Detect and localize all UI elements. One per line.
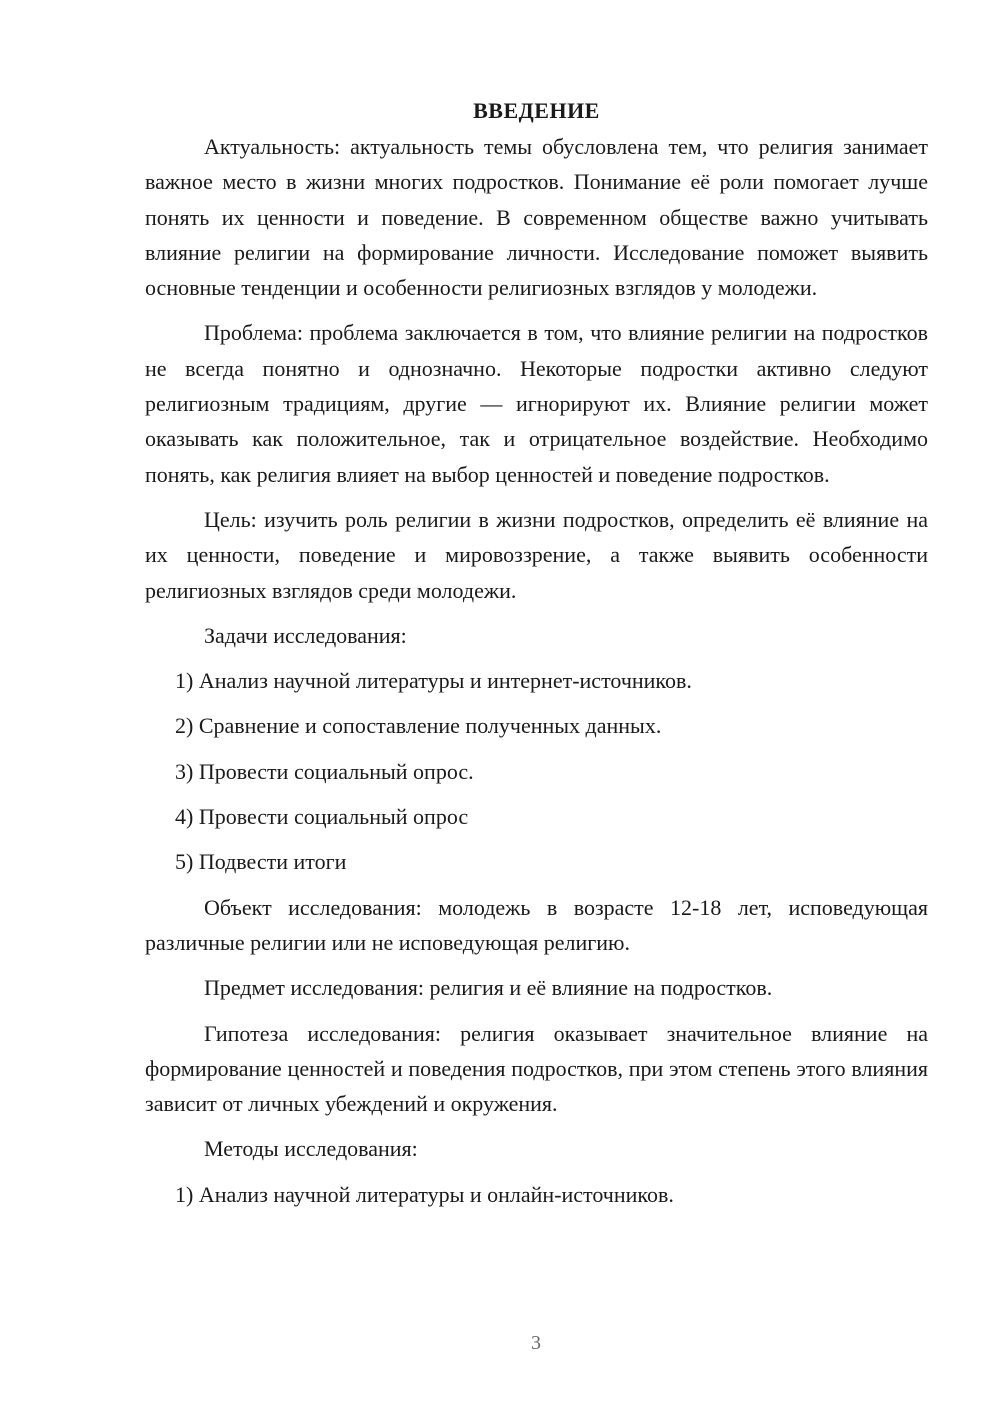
list-item: 1) Анализ научной литературы и интернет-источников. <box>175 668 692 694</box>
tasks-heading: Задачи исследования: <box>204 622 407 648</box>
paragraph-subject: Предмет исследования: религия и её влияние на подростков. <box>204 975 773 1001</box>
methods-heading: Методы исследования: <box>204 1136 418 1162</box>
paragraph-goal: Цель: изучить роль религии в жизни подростков, определить её влияние на их ценности, поведение и мировоззрение, а также выявить особенности религиозных взглядов среди молодежи. <box>145 506 928 603</box>
tasks-list <box>145 663 928 879</box>
paragraph-relevance: Актуальность: актуальность темы обусловлена тем, что религия занимает важное место в жизни многих подростков. Понимание её роли помогает лучше понять их ценности и поведение. В современном обществе важно учитывать влияние религии на формирование личности. Исследование поможет выявить основные тенденции и особенности религиозных взглядов у молодежи. <box>145 134 928 301</box>
paragraph-object: Объект исследования: молодежь в возрасте 12-18 лет, исповедующая различные религии или не исповедующая религию. <box>145 894 928 955</box>
list-item: 1) Анализ научной литературы и онлайн-источников. <box>175 1181 674 1207</box>
methods-list <box>145 1177 928 1212</box>
list-item: 5) Подвести итоги <box>175 849 347 875</box>
list-item: 2) Сравнение и сопоставление полученных данных. <box>175 713 662 739</box>
page-number: 3 <box>531 1332 541 1354</box>
document-page <box>145 95 928 1222</box>
paragraph-problem: Проблема: проблема заключается в том, что влияние религии на подростков не всегда понятно и однозначно. Некоторые подростки активно следуют религиозным традициям, другие — игнорируют их. Влияние религии может оказывать как положительное, так и отрицательное воздействие. Необходимо понять, как религия влияет на выбор ценностей и поведение подростков. <box>145 320 928 487</box>
list-item: 4) Провести социальный опрос <box>175 804 469 830</box>
list-item: 3) Провести социальный опрос. <box>175 758 474 784</box>
paragraph-hypothesis: Гипотеза исследования: религия оказывает значительное влияние на формирование ценностей и поведения подростков, при этом степень этого влияния зависит от личных убеждений и окружения. <box>145 1020 928 1117</box>
section-title: ВВЕДЕНИЕ <box>473 98 600 123</box>
